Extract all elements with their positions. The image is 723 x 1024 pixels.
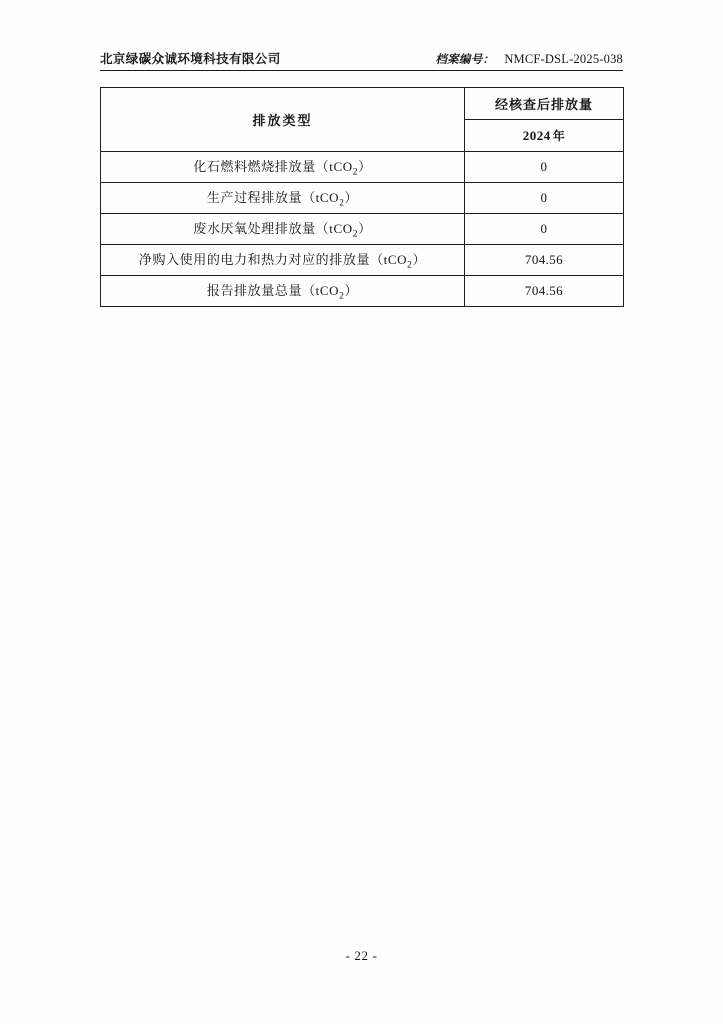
archive-number-value: NMCF-DSL-2025-038 xyxy=(504,52,623,66)
row-label-subscript: 2 xyxy=(339,198,345,209)
row-label-subscript: 2 xyxy=(352,229,359,240)
archive-number-label: 档案编号： xyxy=(435,54,495,66)
row-label-suffix: ） xyxy=(358,159,372,175)
header-year-number: 2024 xyxy=(522,128,551,143)
header-emission-type: 排放类型 xyxy=(101,88,465,152)
table-row xyxy=(101,276,624,307)
row-label-text: 净购入使用的电力和热力对应的排放量（tCO xyxy=(138,252,408,268)
row-label-text: 报告排放量总量（tCO xyxy=(206,283,340,299)
row-label-suffix: ） xyxy=(344,190,359,206)
row-value-purchased-power-heat: 704.56 xyxy=(465,245,624,276)
company-name: 北京绿碳众诚环境科技有限公司 xyxy=(100,52,281,66)
table-row xyxy=(101,245,624,276)
row-label-subscript: 2 xyxy=(407,260,413,271)
header-divider xyxy=(100,70,623,71)
emissions-table xyxy=(100,87,624,307)
page-number: - 22 - xyxy=(345,948,378,963)
row-label-subscript: 2 xyxy=(352,167,359,178)
row-label-fossil-fuel xyxy=(101,152,465,183)
table-header-row-1 xyxy=(101,88,624,120)
row-label-production-process xyxy=(101,183,465,214)
row-label-suffix: ） xyxy=(344,283,359,299)
row-label-total-reported xyxy=(101,276,465,307)
row-label-wastewater-anaerobic xyxy=(101,214,465,245)
row-label-subscript: 2 xyxy=(339,291,345,302)
row-value-production-process: 0 xyxy=(465,183,624,214)
table-row xyxy=(101,152,624,183)
row-label-text: 化石燃料燃烧排放量（tCO xyxy=(193,159,353,175)
table-row xyxy=(101,214,624,245)
row-label-suffix: ） xyxy=(412,252,427,268)
row-label-purchased-power-heat xyxy=(101,245,465,276)
header-year xyxy=(465,120,624,152)
row-label-text: 废水厌氧处理排放量（tCO xyxy=(193,221,353,237)
row-value-fossil-fuel: 0 xyxy=(465,152,624,183)
row-label-text: 生产过程排放量（tCO xyxy=(206,190,340,206)
page-header xyxy=(100,49,623,67)
row-value-wastewater-anaerobic: 0 xyxy=(465,214,624,245)
table-row xyxy=(101,183,624,214)
row-value-total-reported: 704.56 xyxy=(465,276,624,307)
header-year-unit: 年 xyxy=(552,129,566,143)
row-label-suffix: ） xyxy=(358,221,372,237)
header-verified-emissions: 经核查后排放量 xyxy=(465,88,624,120)
emissions-table-container xyxy=(100,87,623,307)
archive-number-group xyxy=(435,51,623,67)
